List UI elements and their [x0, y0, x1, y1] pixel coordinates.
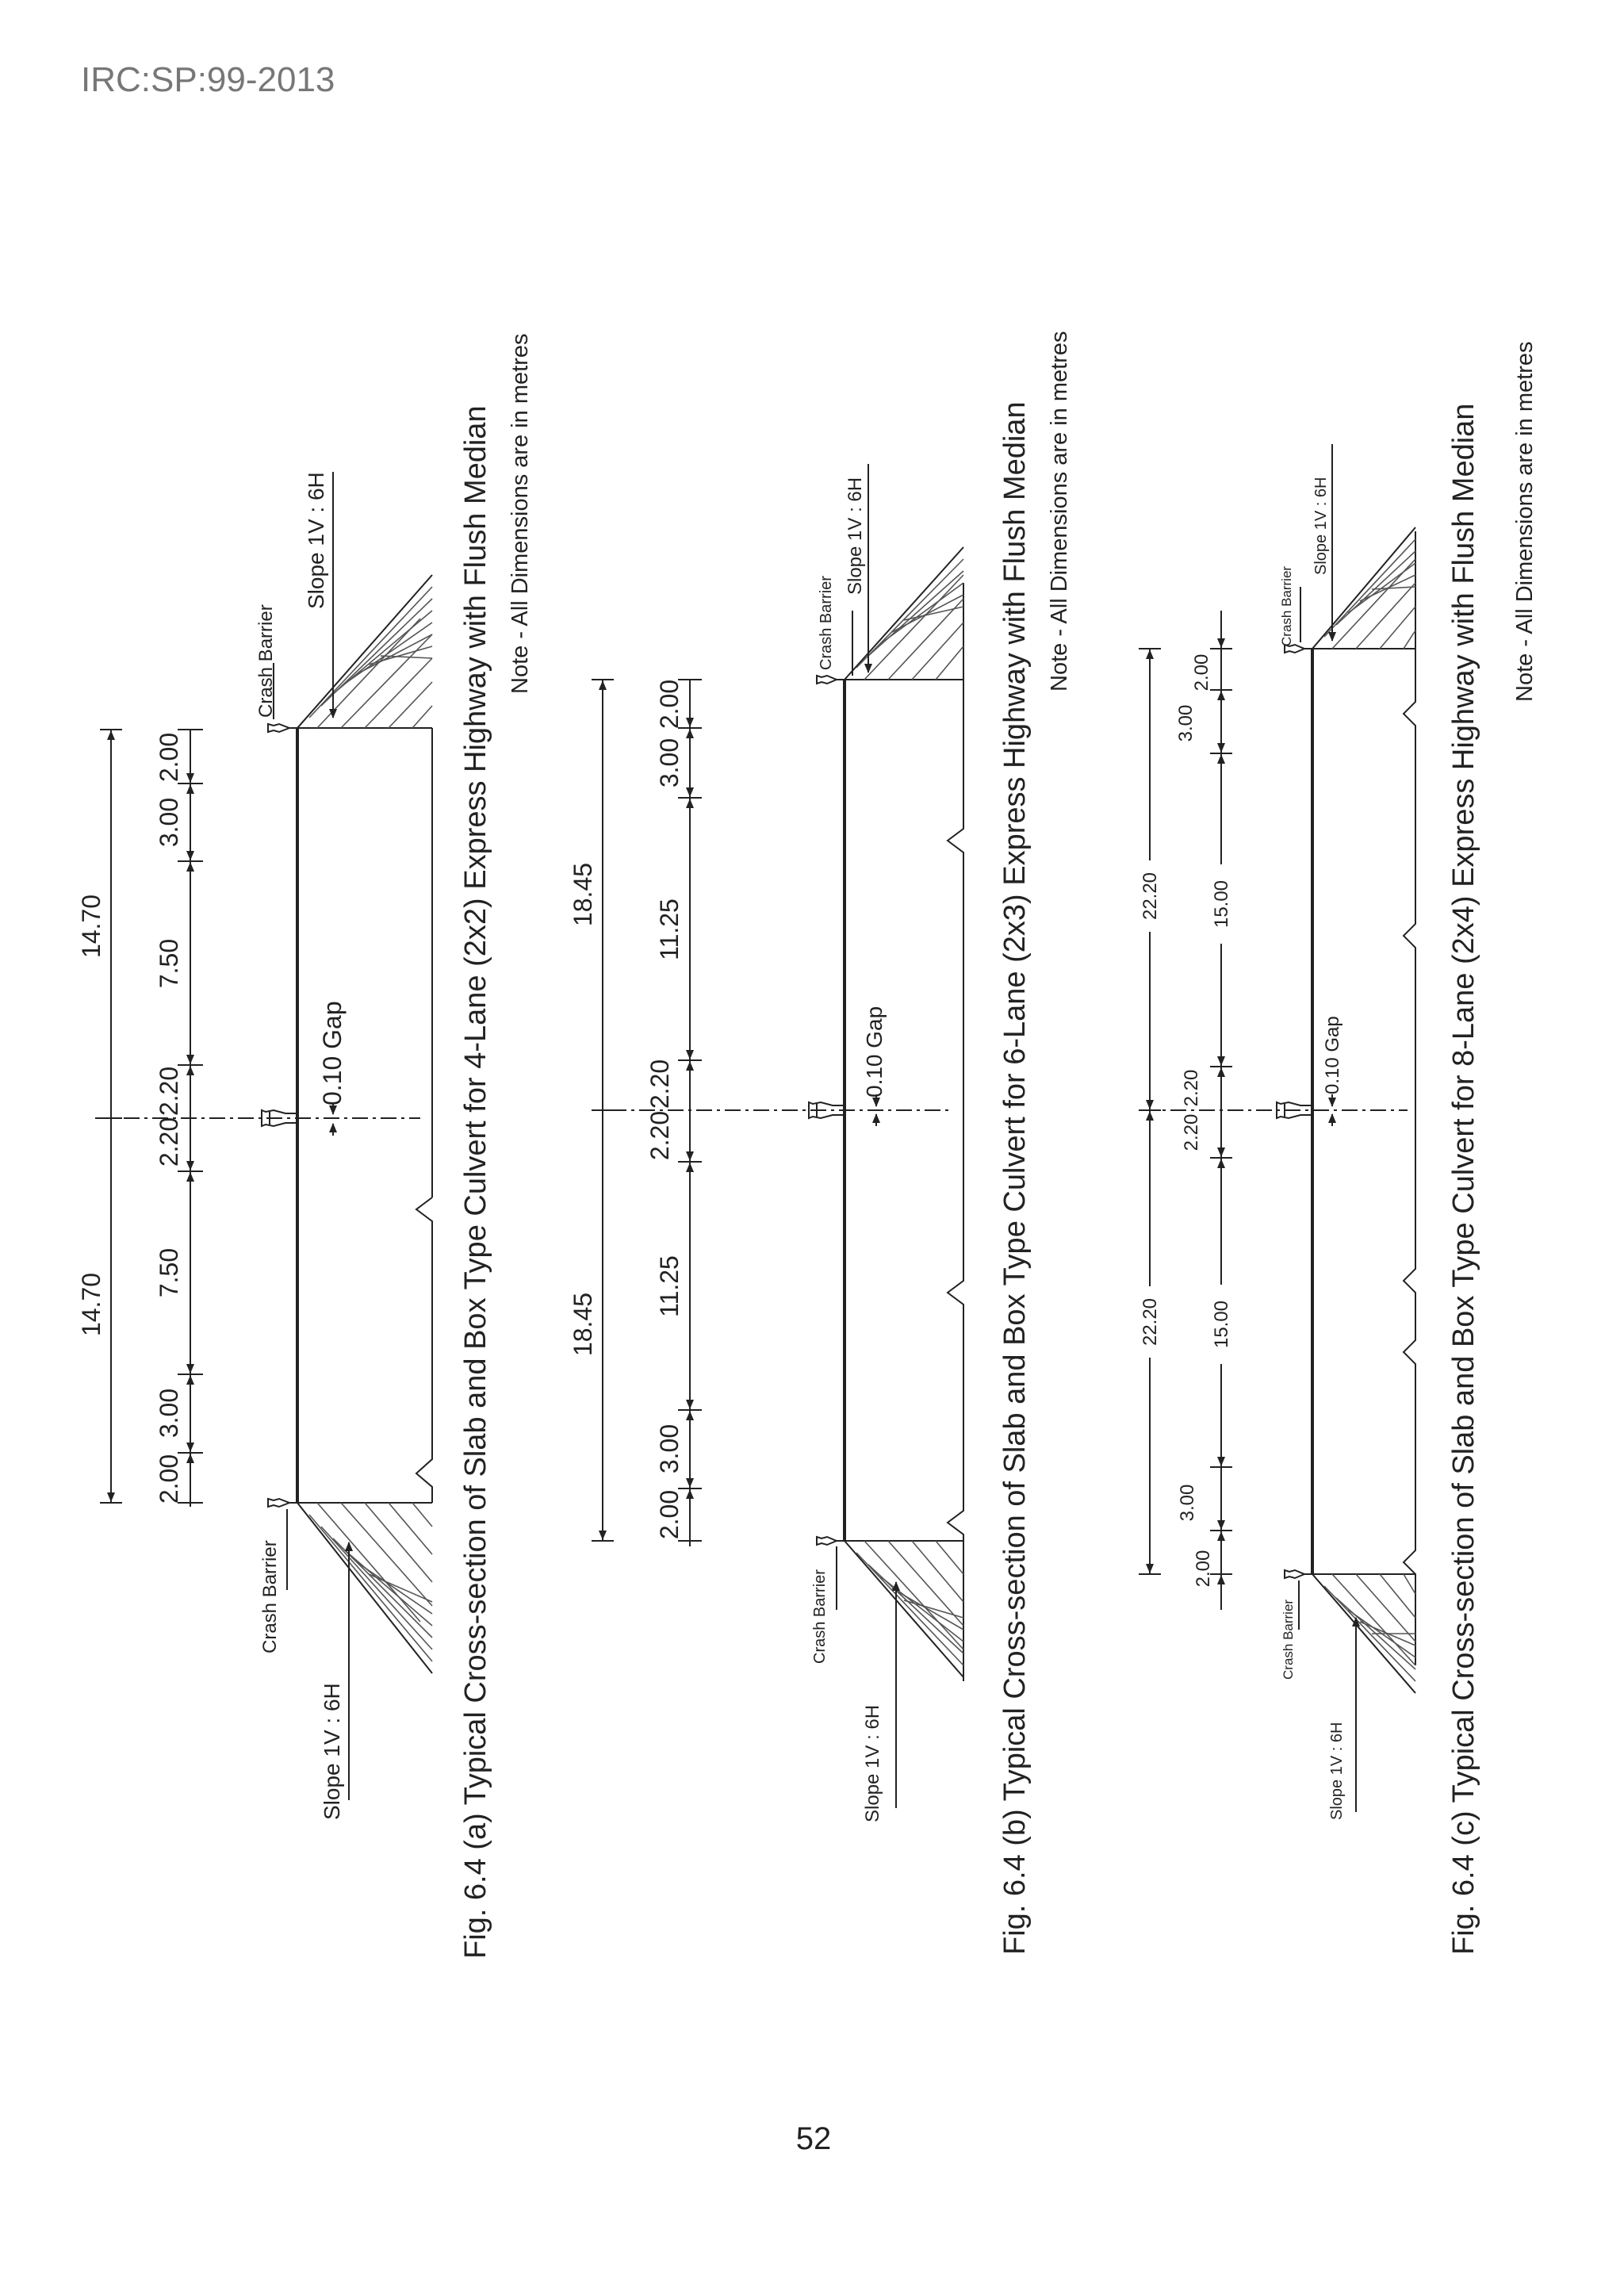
fig-b-caption: Fig. 6.4 (b) Typical Cross-section of Slab and Box Type Culvert for 6-Lane (2x3) Express Highway with Flush Median — [998, 401, 1032, 1955]
fig-c-half-width-left: 22.20 — [1139, 1297, 1161, 1347]
fig-b-segment-dimensions — [645, 680, 702, 1546]
fig-c-barrier-right-label: Crash Barrier — [1279, 565, 1294, 646]
fig-a-right-paved-shoulder: 3.00 — [155, 797, 183, 848]
fig-a-embankment-left — [297, 1503, 432, 1820]
fig-b-right-median: 2.20 — [645, 1059, 674, 1109]
fig-a-right-carriageway: 7.50 — [155, 938, 183, 989]
page-number: 52 — [795, 2121, 832, 2156]
fig-b-left-median: 2.20 — [645, 1110, 674, 1161]
fig-c-slope-left-label: Slope 1V : 6H — [1328, 1722, 1346, 1820]
fig-c-left-paved-shoulder: 3.00 — [1177, 1484, 1198, 1522]
figure-a — [77, 334, 533, 1960]
fig-c-right-carriageway: 15.00 — [1211, 879, 1232, 929]
fig-c-crash-barrier-left — [1281, 1570, 1312, 1680]
fig-c-right-median: 2.20 — [1181, 1069, 1202, 1107]
fig-a-crash-barrier-right — [255, 604, 297, 732]
fig-c-right-paved-shoulder: 3.00 — [1175, 704, 1197, 742]
fig-c-right-shoulder: 2.00 — [1191, 653, 1212, 692]
fig-c-crash-barrier-right — [1279, 566, 1312, 653]
fig-a-embankment-right — [297, 472, 432, 728]
fig-c-deck-section — [1312, 531, 1415, 1665]
fig-b-right-shoulder: 2.00 — [655, 679, 684, 730]
fig-b-gap-label: 0.10 Gap — [862, 1006, 887, 1098]
fig-c-slope-right-label: Slope 1V : 6H — [1312, 477, 1330, 575]
fig-c-caption: Fig. 6.4 (c) Typical Cross-section of Slab and Box Type Culvert for 8-Lane (2x4) Express Highway with Flush Median — [1447, 403, 1480, 1955]
fig-b-left-carriageway: 11.25 — [655, 1255, 684, 1317]
fig-a-right-median: 2.20 — [155, 1066, 183, 1117]
fig-b-half-width-left: 18.45 — [569, 1292, 597, 1357]
fig-a-overall-dimensions — [77, 730, 122, 1503]
fig-b-left-shoulder: 2.00 — [655, 1489, 684, 1540]
fig-a-slope-right-label: Slope 1V : 6H — [304, 472, 328, 609]
fig-a-slope-left-label: Slope 1V : 6H — [320, 1683, 344, 1820]
fig-c-left-carriageway: 15.00 — [1211, 1300, 1232, 1349]
fig-a-gap-label: 0.10 Gap — [318, 1001, 347, 1105]
fig-a-barrier-right-label: Crash Barrier — [255, 604, 277, 718]
fig-b-embankment-right — [845, 464, 963, 680]
fig-c-barrier-left-label: Crash Barrier — [1281, 1599, 1296, 1680]
fig-b-right-paved-shoulder: 3.00 — [655, 738, 684, 788]
fig-c-left-median: 2.20 — [1181, 1113, 1202, 1151]
fig-a-deck-section — [297, 728, 432, 1503]
figure-b — [569, 331, 1072, 1956]
fig-c-note: Note - All Dimensions are in metres — [1512, 341, 1538, 702]
fig-b-barrier-right-label: Crash Barrier — [818, 576, 835, 670]
figure-c — [1134, 342, 1538, 1956]
fig-c-left-shoulder: 2.00 — [1193, 1550, 1214, 1588]
fig-c-overall-dimensions — [1134, 649, 1166, 1574]
fig-b-note: Note - All Dimensions are in metres — [1047, 331, 1072, 692]
fig-a-left-shoulder: 2.00 — [155, 1454, 183, 1504]
fig-b-half-width-right: 18.45 — [569, 862, 597, 927]
fig-b-crash-barrier-left — [811, 1537, 845, 1664]
fig-a-caption: Fig. 6.4 (a) Typical Cross-section of Slab and Box Type Culvert for 4-Lane (2x2) Express Highway with Flush Median — [459, 405, 492, 1959]
fig-c-half-width-right: 22.20 — [1139, 872, 1161, 921]
fig-b-deck-section — [845, 583, 963, 1681]
fig-c-embankment-right — [1312, 444, 1415, 649]
fig-a-right-shoulder: 2.00 — [155, 732, 183, 783]
fig-a-centerline-gap — [95, 1001, 420, 1136]
fig-c-embankment-left — [1312, 1574, 1415, 1820]
fig-a-left-paved-shoulder: 3.00 — [155, 1388, 183, 1439]
fig-a-half-width-left: 14.70 — [77, 1272, 105, 1337]
fig-a-left-carriageway: 7.50 — [155, 1247, 183, 1298]
fig-c-gap-label: 0.10 Gap — [1322, 1016, 1343, 1094]
fig-a-half-width-right: 14.70 — [77, 894, 105, 959]
page-header-code: IRC:SP:99-2013 — [81, 60, 335, 99]
fig-a-note: Note - All Dimensions are in metres — [508, 333, 533, 694]
fig-b-slope-left-label: Slope 1V : 6H — [862, 1704, 883, 1822]
fig-b-right-carriageway: 11.25 — [655, 898, 684, 960]
fig-b-slope-right-label: Slope 1V : 6H — [845, 477, 866, 595]
fig-b-overall-dimensions — [569, 680, 614, 1541]
fig-b-embankment-left — [845, 1541, 963, 1822]
fig-a-crash-barrier-left — [259, 1499, 297, 1653]
fig-b-barrier-left-label: Crash Barrier — [811, 1569, 829, 1664]
fig-a-barrier-left-label: Crash Barrier — [259, 1540, 281, 1653]
fig-a-left-median: 2.20 — [155, 1117, 183, 1167]
fig-b-left-paved-shoulder: 3.00 — [655, 1423, 684, 1474]
